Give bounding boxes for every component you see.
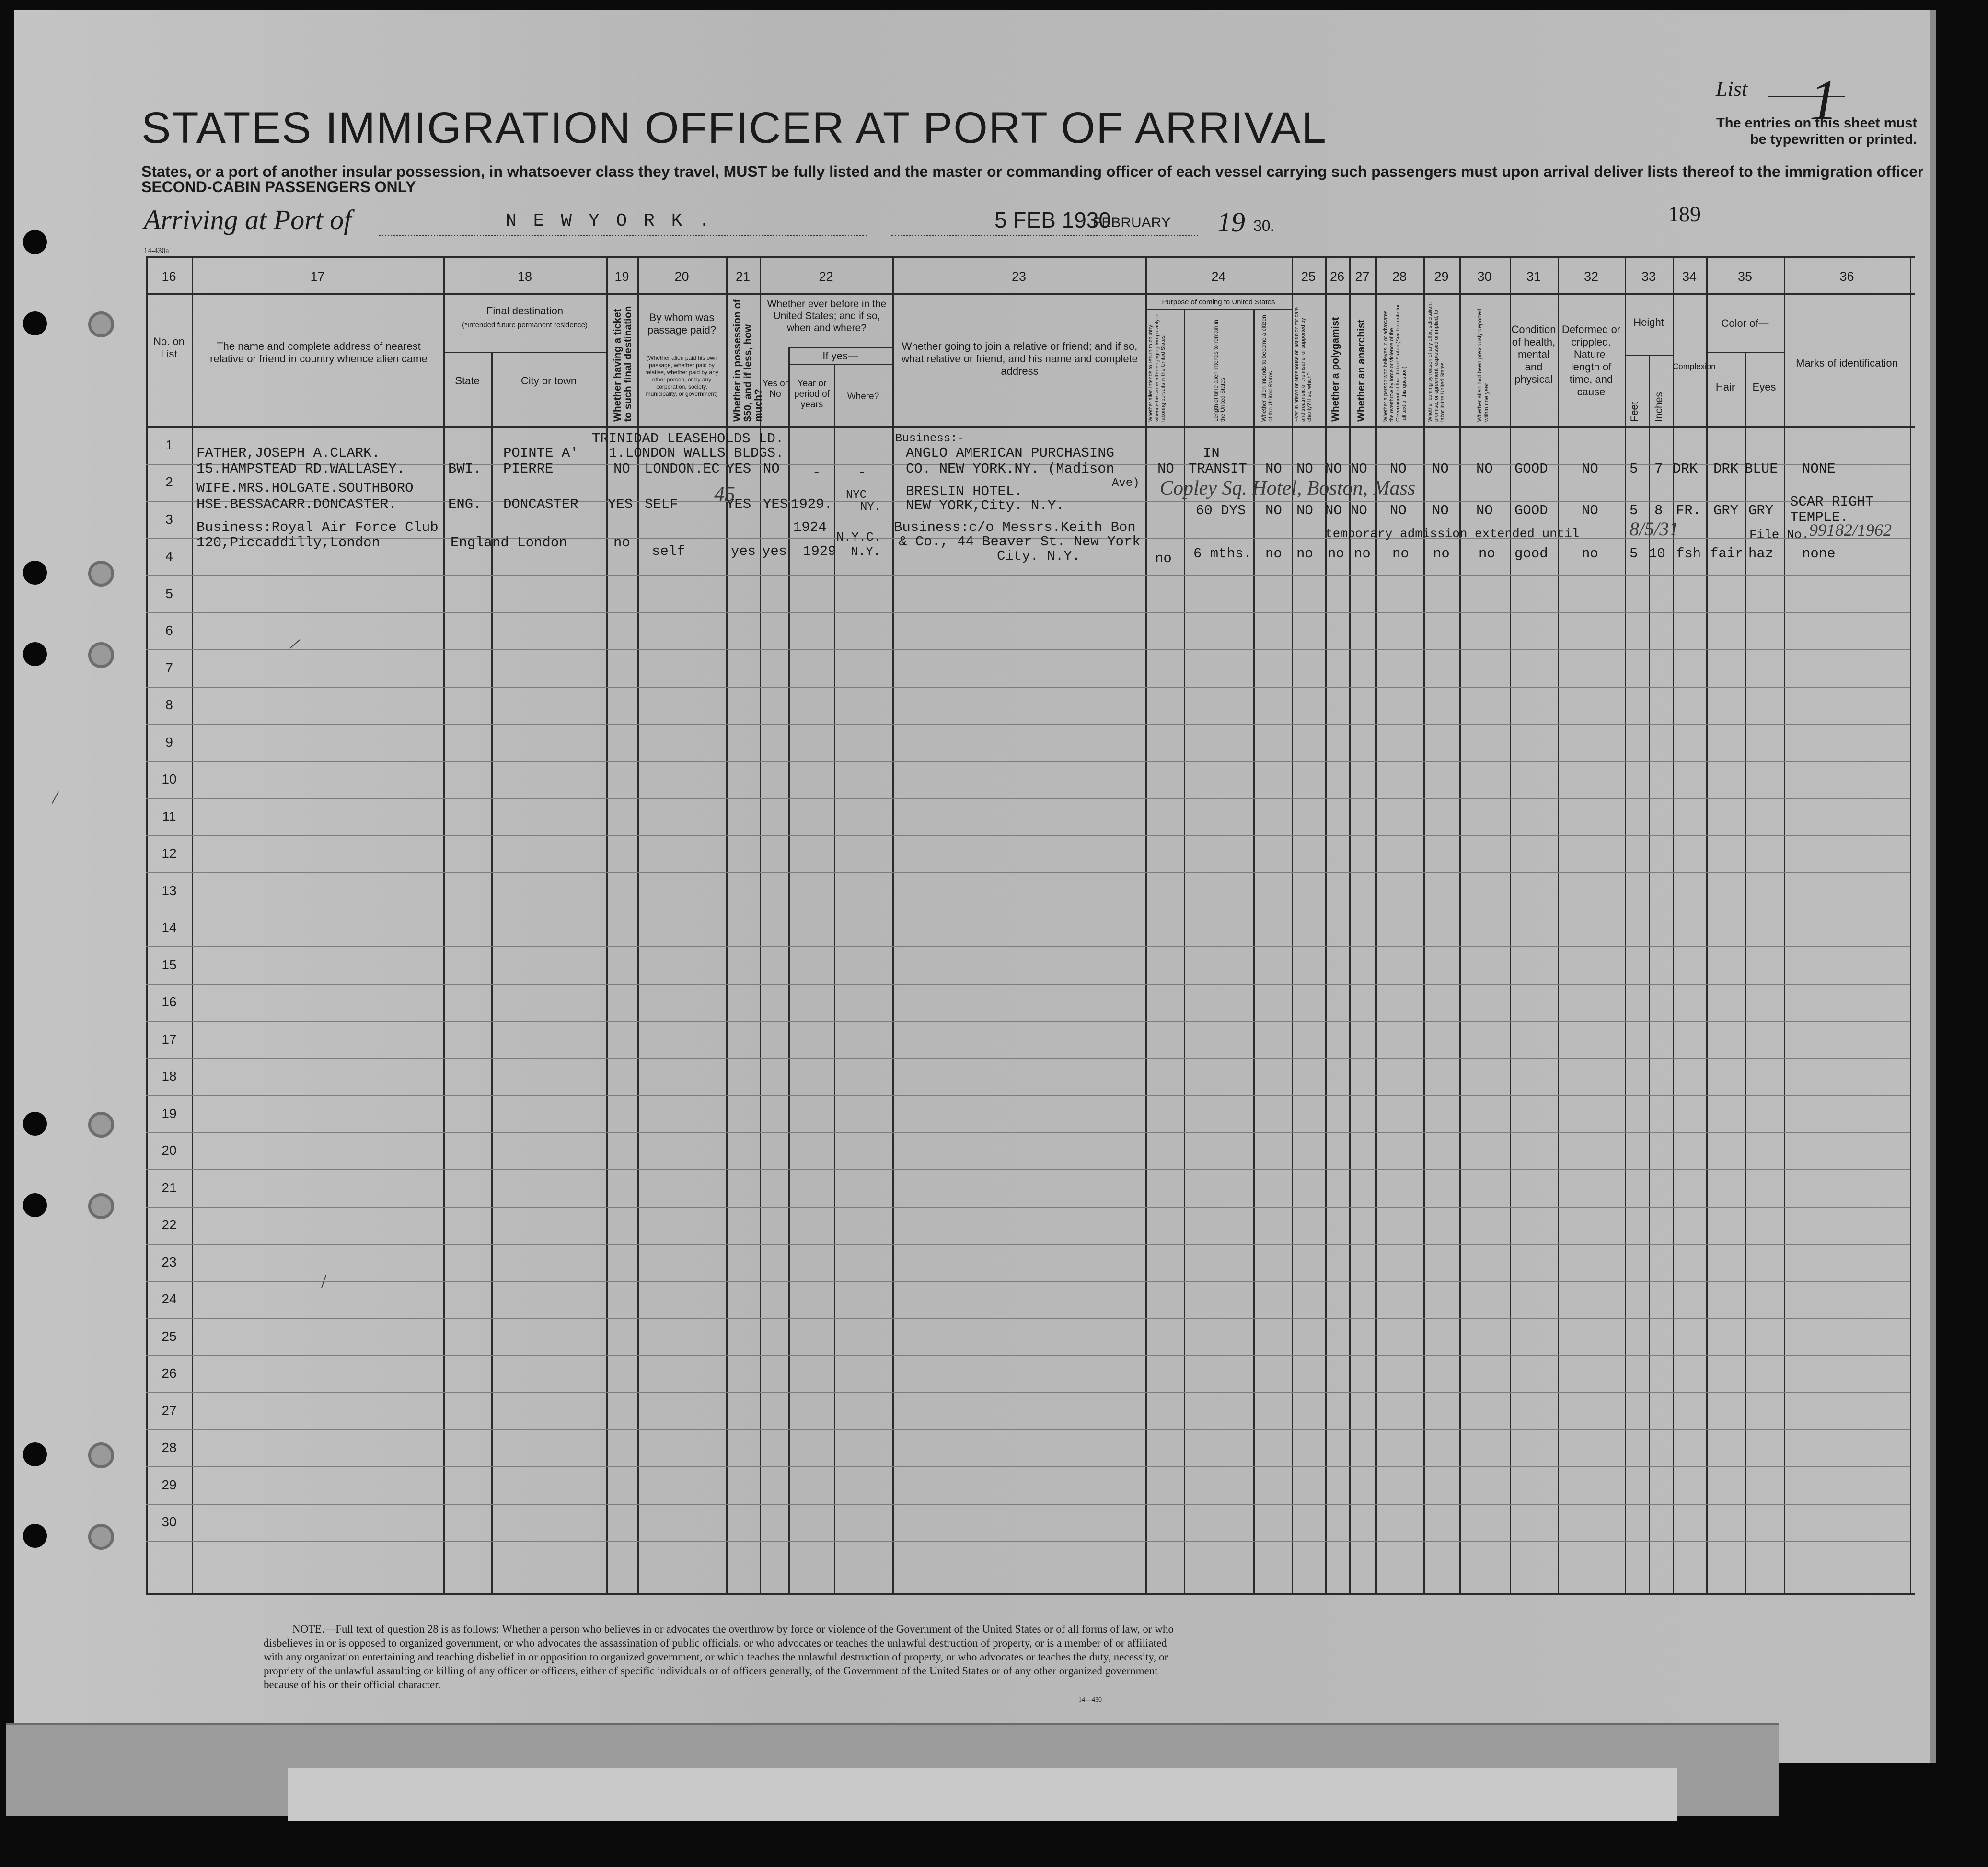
binder-ring — [88, 1112, 114, 1138]
row-rule — [146, 687, 1910, 688]
entry-complexion: DRK — [1673, 461, 1698, 477]
month: FEBRUARY — [1093, 215, 1171, 230]
row-number: 2 — [165, 474, 173, 490]
column-number: 25 — [1301, 269, 1316, 284]
subheader-line — [788, 364, 892, 365]
header-final-destination: Final destination — [486, 305, 564, 317]
entry-return: no — [1155, 551, 1172, 566]
entry-year: 1929 — [803, 543, 836, 559]
entry-join: ANGLO AMERICAN PURCHASING — [906, 445, 1115, 461]
header-height: Height — [1633, 316, 1664, 328]
entry-year: 1929. — [791, 496, 833, 512]
header-city: City or town — [520, 375, 577, 387]
header-join-relative: Whether going to join a relative or friend; and if so, what relative or friend, and his name and complete address — [902, 340, 1138, 377]
entry-eyes: BLUE — [1745, 461, 1778, 477]
column-number: 19 — [614, 269, 629, 284]
entry-relative: WIFE.MRS.HOLGATE.SOUTHBORO — [196, 480, 414, 496]
column-number: 20 — [674, 269, 689, 284]
header-passage-paid: By whom was passage paid? — [647, 311, 717, 336]
header-feet: Feet — [1629, 401, 1640, 422]
header-passage-note: (Whether alien paid his own passage, whether paid by relative, whether paid by any other person, or by any corporation, society, municipality, or government) — [645, 355, 718, 397]
pencil-tick: / — [287, 633, 303, 655]
entry-deformed: no — [1582, 546, 1598, 562]
row-rule — [146, 1541, 1910, 1542]
entry-eyes: haz — [1748, 546, 1774, 562]
entry-join: BRESLIN HOTEL. — [906, 484, 1023, 499]
entry-citizen: no — [1265, 546, 1282, 562]
row-number: 28 — [162, 1440, 177, 1455]
entries-note-line: The entries on this sheet must — [1716, 115, 1917, 131]
entry-anarchist: NO — [1351, 461, 1367, 477]
header-relative: The name and complete address of nearest relative or friend in country whence alien came — [210, 340, 428, 365]
header-length-of-stay: Length of time alien intends to remain in the United States — [1213, 320, 1226, 422]
year-suffix: 30. — [1253, 217, 1275, 234]
entry-inches: 8 — [1654, 503, 1663, 519]
entry-deformed: NO — [1582, 503, 1598, 519]
entry-file-number: 99182/1962 — [1809, 520, 1892, 540]
entry-money: YES — [726, 496, 751, 512]
row-number: 14 — [162, 920, 177, 935]
entry-state: ENG. — [448, 496, 482, 512]
entry-inches: 10 — [1649, 546, 1665, 562]
row-rule — [146, 1058, 1910, 1059]
header-labor-offer: Whether coming by reason of any offer, solicitation, promise, or agreement, expressed or implied, to labor in the United States — [1427, 302, 1445, 422]
entry-return: NO — [1157, 461, 1174, 477]
entry-anarchist: NO — [1351, 503, 1367, 519]
header-return-intent: Whether alien intends to return to country whence he came after engaging temporarily in laboring pursuits in the United States — [1148, 313, 1166, 422]
column-divider — [1184, 309, 1185, 1593]
entry-ticket: no — [613, 535, 630, 551]
binder-hole — [23, 1442, 47, 1466]
column-number: 18 — [517, 269, 532, 284]
entry-overtyped-address: TRINIDAD LEASEHOLDS LD. — [592, 431, 784, 447]
pencil-tick: / — [51, 786, 60, 808]
subheader-line — [443, 352, 606, 353]
port-line — [379, 235, 867, 236]
binder-ring — [88, 311, 114, 337]
row-number: 29 — [162, 1477, 177, 1492]
entry-paid-by: self — [652, 543, 685, 559]
date-line — [891, 235, 1198, 236]
row-rule — [146, 1281, 1910, 1282]
header-anarchist: Whether an anarchist — [1356, 319, 1367, 422]
row-number: 30 — [162, 1514, 177, 1530]
entry-relative: Business:Royal Air Force Club — [196, 519, 439, 535]
entry-complexion: FR. — [1676, 503, 1701, 519]
row-number: 17 — [162, 1031, 177, 1047]
entry-eyes: GRY — [1748, 503, 1774, 519]
header-polygamist: Whether a polygamist — [1330, 317, 1341, 422]
entry-city: POINTE A' — [503, 445, 578, 461]
header-yes-no: Yes or No — [762, 379, 788, 399]
binder-hole — [23, 230, 47, 254]
header-year: Year or period of years — [794, 379, 830, 410]
row-number: 11 — [162, 808, 176, 824]
entries-note-line: be typewritten or printed. — [1750, 132, 1917, 147]
torn-paper-strip — [288, 1768, 1677, 1821]
row-number: 10 — [162, 772, 177, 787]
subheader-line — [1145, 309, 1292, 310]
entry-money-handwritten: 45 — [714, 482, 735, 506]
column-number: 23 — [1011, 269, 1027, 284]
column-number: 34 — [1682, 269, 1697, 284]
row-number: 8 — [165, 697, 173, 713]
entry-money: YES — [726, 461, 751, 477]
entries-note — [1668, 115, 1917, 148]
binder-ring — [88, 1193, 114, 1219]
entry-paid-by: SELF — [645, 496, 678, 512]
page-number: 189 — [1668, 202, 1701, 226]
header-deformed: Deformed or crippled. Nature, length of time, and cause — [1561, 323, 1621, 398]
header-ifyes: If yes— — [822, 350, 858, 362]
header-where: Where? — [847, 392, 879, 402]
binder-hole — [23, 311, 47, 335]
entry-marks: SCAR RIGHT — [1790, 494, 1874, 510]
entry-deformed: NO — [1582, 461, 1598, 477]
column-number: 32 — [1583, 269, 1599, 284]
row-number: 3 — [165, 511, 173, 527]
column-number: 31 — [1526, 269, 1541, 284]
entry-length: IN — [1203, 445, 1220, 461]
entry-q28: NO — [1390, 503, 1407, 519]
binder-ring — [88, 561, 114, 587]
entry-prison: NO — [1296, 503, 1313, 519]
entry-handwritten-address: Copley Sq. Hotel, Boston, Mass — [1160, 477, 1416, 499]
row-rule — [146, 1207, 1910, 1208]
entry-join: Ave) — [1112, 477, 1140, 490]
column-number: 29 — [1434, 269, 1449, 284]
row-rule — [146, 946, 1910, 947]
subheader-line — [1625, 355, 1673, 356]
entry-where: NY. — [860, 501, 881, 514]
header-destination-note: (*Intended future permanent residence) — [462, 321, 588, 329]
row-rule — [146, 984, 1910, 985]
entry-inches: 7 — [1654, 461, 1663, 477]
binder-ring — [88, 642, 114, 668]
column-number: 36 — [1839, 269, 1854, 284]
row-rule — [146, 1169, 1910, 1170]
entry-relative: FATHER,JOSEPH A.CLARK. — [196, 445, 380, 461]
entry-join: Business:- — [895, 432, 965, 445]
entry-relative: 120,Piccaddilly,London — [196, 535, 380, 551]
entry-deported: no — [1479, 546, 1495, 562]
list-number: 1 — [1809, 68, 1838, 132]
entry-feet: 5 — [1630, 461, 1638, 477]
entry-q28: NO — [1390, 461, 1407, 477]
header-prison: Ever in prison or almshouse or institution for care and treatment of the insane, or supported by charity? If so, which? — [1294, 307, 1312, 422]
row-number: 19 — [162, 1106, 177, 1121]
row-rule — [146, 649, 1910, 650]
binder-hole — [23, 1524, 47, 1548]
column-number: 33 — [1641, 269, 1656, 284]
row-rule — [146, 761, 1910, 762]
header-ticket: Whether having a ticket to such final destination — [612, 306, 634, 422]
list-label: List — [1716, 77, 1748, 101]
entry-state: BWI. — [448, 461, 482, 477]
entry-join: CO. NEW YORK.NY. (Madison — [906, 461, 1115, 477]
header-no-on-list: No. on List — [153, 335, 185, 360]
column-number: 27 — [1355, 269, 1370, 284]
arriving-label: Arriving at Port of — [144, 204, 352, 235]
binder-hole — [23, 1193, 47, 1217]
entry-year: 1924 — [793, 519, 827, 535]
entry-temp-date: 8/5/31 — [1630, 518, 1679, 540]
row-number: 21 — [162, 1180, 177, 1195]
entry-polygamist: NO — [1325, 503, 1342, 519]
row-rule — [146, 1244, 1910, 1245]
entry-feet: 5 — [1630, 503, 1638, 519]
entry-length: 60 DYS — [1196, 503, 1246, 519]
entry-relative: 15.HAMPSTEAD RD.WALLASEY. — [196, 461, 405, 477]
entry-feet: 5 — [1630, 546, 1638, 562]
column-divider — [1253, 309, 1255, 1593]
row-rule — [146, 724, 1910, 725]
row-number: 18 — [162, 1069, 177, 1084]
header-purpose: Purpose of coming to United States — [1162, 298, 1275, 306]
header-question-28: Whether a person who believes in or advocates the overthrow by force or violence of the Government of the United States (See footnote for full text of this question) — [1383, 304, 1407, 422]
entry-offer: NO — [1432, 461, 1449, 477]
entry-deported: NO — [1476, 461, 1493, 477]
entry-temp-admission: temporary admission extended until — [1325, 527, 1580, 541]
row-number: 26 — [162, 1366, 177, 1381]
entry-before: NO — [763, 461, 780, 477]
row-rule — [146, 1021, 1910, 1022]
row-number: 15 — [162, 957, 177, 972]
row-number: 27 — [162, 1403, 177, 1418]
date-stamp: 5 FEB 1930 — [994, 207, 1111, 232]
entry-join: Business:c/o Messrs.Keith Bon — [894, 519, 1136, 535]
row-number: 23 — [162, 1254, 177, 1269]
entry-hair: GRY — [1713, 503, 1739, 519]
entry-hair: fair — [1710, 546, 1744, 562]
row-rule — [146, 1095, 1910, 1096]
footnote-code: 14—430 — [1078, 1696, 1102, 1704]
row-number: 5 — [165, 586, 173, 601]
entry-complexion: fsh — [1676, 546, 1701, 562]
entry-where: N.Y. — [851, 544, 881, 559]
column-number: 17 — [310, 269, 325, 284]
table-top-border — [146, 256, 1915, 258]
column-number: 16 — [162, 269, 176, 284]
entry-citizen: NO — [1265, 461, 1282, 477]
port-name: N E W Y O R K . — [506, 211, 713, 231]
entry-relative: HSE.BESSACARR.DONCASTER. — [196, 496, 397, 512]
entry-marks: none — [1802, 546, 1836, 562]
column-number: 22 — [819, 269, 833, 284]
class-line: SECOND-CABIN PASSENGERS ONLY — [141, 178, 416, 196]
form-code: 14-430a — [144, 247, 169, 255]
row-number: 25 — [162, 1328, 177, 1344]
header-deported: Whether alien had been previously deported within one year — [1476, 309, 1490, 422]
header-hair: Hair — [1715, 381, 1735, 393]
entry-paid-by: LONDON.EC — [645, 461, 720, 477]
row-number: 16 — [162, 994, 177, 1010]
row-rule — [146, 575, 1910, 576]
subheader-line — [1706, 352, 1784, 353]
column-divider — [1910, 256, 1911, 1593]
entry-ticket: NO — [613, 461, 630, 477]
row-rule — [146, 872, 1910, 873]
row-number: 24 — [162, 1291, 177, 1307]
binder-hole — [23, 642, 47, 666]
row-number: 1 — [165, 437, 173, 452]
entry-offer: NO — [1432, 503, 1449, 519]
row-rule — [146, 1318, 1910, 1319]
row-number: 13 — [162, 883, 177, 898]
header-inches: Inches — [1653, 392, 1664, 422]
header-before-in-us: Whether ever before in the United States; and if so, when and where? — [767, 299, 887, 334]
entry-q28: no — [1392, 546, 1409, 562]
entry-join: City. N.Y. — [997, 548, 1081, 564]
row-rule — [146, 1355, 1910, 1356]
entry-offer: no — [1433, 546, 1450, 562]
column-number: 35 — [1737, 269, 1753, 284]
entry-where: - — [858, 464, 867, 480]
row-rule — [146, 1392, 1910, 1393]
row-rule — [146, 835, 1910, 836]
row-rule — [146, 1132, 1910, 1133]
row-number: 4 — [165, 549, 173, 564]
entry-before: yes — [762, 543, 787, 559]
header-eyes: Eyes — [1752, 381, 1776, 393]
row-number: 22 — [162, 1217, 177, 1233]
entry-before: YES — [763, 496, 788, 512]
row-rule — [146, 1429, 1910, 1430]
entry-length: TRANSIT — [1189, 461, 1247, 477]
column-number: 24 — [1211, 269, 1226, 284]
entry-prison: no — [1296, 546, 1313, 562]
entry-deported: NO — [1476, 503, 1493, 519]
pencil-tick: / — [321, 1270, 327, 1292]
row-number: 6 — [165, 623, 173, 638]
header-health: Condition of health, mental and physical — [1511, 323, 1556, 385]
subheader-line — [788, 347, 892, 348]
header-color: Color of— — [1721, 317, 1769, 329]
entry-ticket: YES — [608, 496, 633, 512]
row-rule — [146, 1466, 1910, 1467]
entry-join: & Co., 44 Beaver St. New York — [899, 534, 1141, 550]
entry-where: N.Y.C. — [836, 530, 881, 544]
row-number: 9 — [165, 734, 173, 749]
entry-length: 6 mths. — [1193, 546, 1252, 562]
entry-marks: TEMPLE. — [1790, 509, 1849, 525]
binder-ring — [88, 1442, 114, 1468]
binder-ring — [88, 1524, 114, 1550]
row-rule — [146, 798, 1910, 799]
column-number: 28 — [1392, 269, 1407, 284]
row-number: 12 — [162, 846, 177, 861]
column-number-border — [146, 293, 1915, 295]
year-prefix: 19 — [1217, 207, 1245, 238]
column-number: 21 — [735, 269, 751, 284]
entry-money: yes — [731, 543, 756, 559]
column-divider — [1649, 355, 1650, 1593]
entry-city: DONCASTER — [503, 496, 578, 512]
entry-state-city: England London — [451, 535, 567, 551]
entry-anarchist: no — [1354, 546, 1371, 562]
entry-overtyped-address: 1.LONDON WALLS BLDGS. — [609, 445, 784, 461]
entry-polygamist: NO — [1325, 461, 1342, 477]
header-money: Whether in possession of $50, and if less, how much? — [732, 299, 764, 422]
entry-health: good — [1514, 546, 1548, 562]
header-state: State — [455, 375, 480, 387]
entry-year: - — [812, 464, 821, 480]
entry-prison: NO — [1296, 461, 1313, 477]
column-number: 26 — [1329, 269, 1345, 284]
entry-join: NEW YORK,City. N.Y. — [906, 498, 1064, 514]
page-title: STATES IMMIGRATION OFFICER AT PORT OF ARRIVAL — [141, 104, 1327, 152]
header-marks: Marks of identification — [1796, 357, 1898, 369]
column-number: 30 — [1477, 269, 1492, 284]
entry-hair: DRK — [1713, 461, 1739, 477]
header-citizen-intent: Whether alien intends to become a citizen of the United States — [1260, 315, 1274, 422]
table-bottom-border — [146, 1593, 1915, 1595]
entry-health: GOOD — [1514, 461, 1548, 477]
footnote: NOTE.—Full text of question 28 is as follows: Whether a person who believes in or advocates the overthrow by force or violence of the Government of the United States or of all forms of law, or who disbelieves in or is opposed to organized government, or who advocates the assassination of public officials, or who advocates or teaches the unlawful destruction of property, or is a member of or affiliated with any organization entertaining and teaching disbelief in or opposition to organized government, or which teaches the unlawful destruction of property, or who advocates or teaches the duty, necessity, or propriety of the unlawful assaulting or killing of any officer or officers, either of specific individuals or of officers generally, of the Government of the United States or of any other organized government because of his or their official character. — [264, 1623, 1174, 1691]
entry-polygamist: no — [1328, 546, 1344, 562]
row-number: 20 — [162, 1143, 177, 1158]
entry-city: PIERRE — [503, 461, 554, 477]
row-number: 7 — [165, 660, 173, 675]
header-complexion: Complexion — [1673, 362, 1716, 371]
entry-where: NYC — [846, 489, 867, 502]
instructions-line: States, or a port of another insular possession, in whatsoever class they travel, MUST be fully listed and the master or commanding officer of each vessel carrying such passengers must upon arrival deliver lists thereof to the immigration officer — [141, 163, 1924, 180]
binder-hole — [23, 1112, 47, 1136]
entry-marks: NONE — [1802, 461, 1836, 477]
row-rule — [146, 612, 1910, 613]
row-rule — [146, 1504, 1910, 1505]
entry-file-label: File No. — [1749, 528, 1809, 542]
column-divider — [788, 347, 790, 1593]
entry-citizen: NO — [1265, 503, 1282, 519]
entry-health: GOOD — [1514, 503, 1548, 519]
binder-hole — [23, 561, 47, 585]
